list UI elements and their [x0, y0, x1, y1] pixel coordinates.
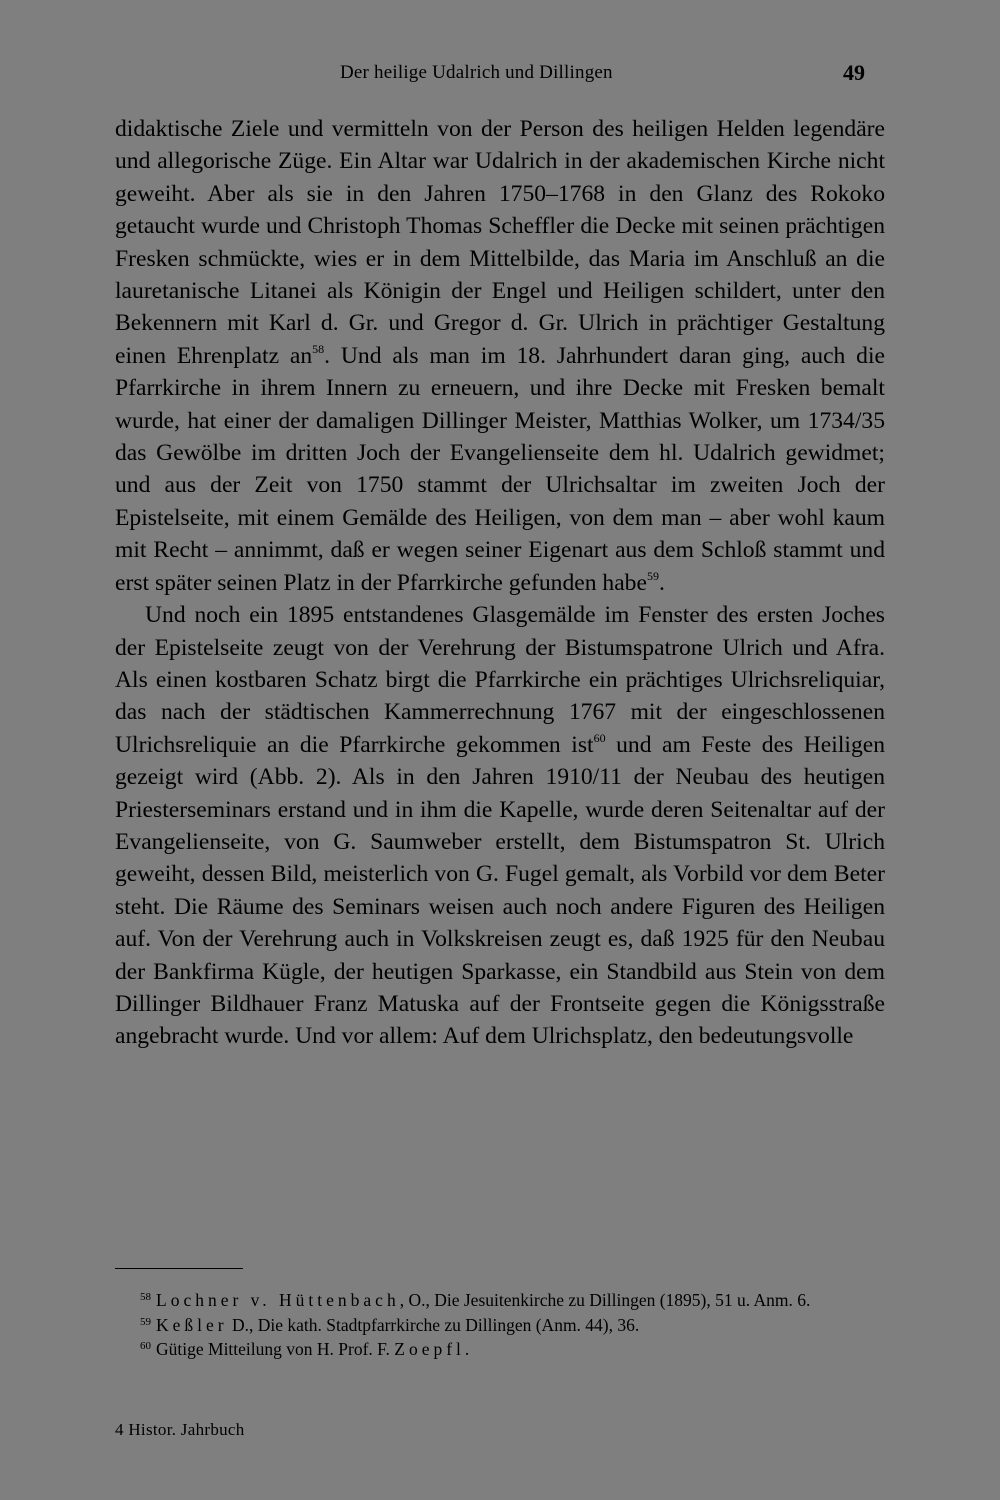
footnote-reference: 60	[593, 730, 606, 745]
footnote-author: Keßler	[156, 1314, 228, 1335]
paragraph-text: und am Feste des Heiligen gezeigt wird (Abb. 2). Als in den Jahren 1910/11 der Neubau des heutigen Priesterseminars erstand und in ihm die Kapelle, wurde deren Seitenaltar auf der Evangelienseite, von G. Saumweber erstellt, dem Bistumspatron St. Ulrich geweiht, dessen Bild, meisterlich von G. Fugel gemalt, als Vorbild vor dem Beter steht. Die Räume des Seminars weisen auch noch andere Figuren des Heiligen auf. Von der Verehrung auch in Volkskreisen zeugt es, daß 1925 für den Neubau der Bankfirma Kügle, der heutigen Sparkasse, ein Standbild aus Stein von dem Dillinger Bildhauer Franz Matuska auf der Frontseite gegen die Königsstraße angebracht wurde. Und vor allem: Auf dem Ulrichsplatz, den bedeutungsvolle	[115, 731, 886, 1050]
footnote-60	[115, 1336, 885, 1361]
page-number: 49	[843, 60, 865, 85]
footnote-text: Gütige Mitteilung von H. Prof. F.	[156, 1339, 395, 1359]
footnote-number: 59	[140, 1315, 151, 1328]
footnote-number: 58	[140, 1291, 151, 1303]
footnote-text: D., Die kath. Stadtpfarrkirche zu Dillingen (Anm. 44), 36.	[227, 1314, 640, 1335]
footnote-author: Zoepfl	[394, 1339, 465, 1359]
footnotes	[115, 1287, 885, 1361]
footnote-reference: 58	[312, 341, 325, 356]
paragraph-text: Und noch ein 1895 entstandenes Glasgemälde im Fenster des ersten Joches der Epistelseite zeugt von der Verehrung der Bistumspatrone Ulrich und Afra. Als einen kostbaren Schatz birgt die Pfarrkirche ein prächtiges Ulrichsreliquiar, das nach der städtischen Kammerrechnung 1767 mit der eingeschlossenen Ulrichsreliquie an die Pfarrkirche gekommen ist	[115, 602, 885, 758]
running-head	[0, 60, 1000, 90]
paragraph-text: didaktische Ziele und vermitteln von der Person des heiligen Helden legendäre und allegorische Züge. Ein Altar war Udalrich in der akademischen Kirche nicht geweiht. Aber als sie in den Jahren 1750–1768 in den Glanz des Rokoko getaucht wurde und Christoph Thomas Scheffler die Decke mit seinen prächtigen Fresken schmückte, wies er in dem Mittelbilde, das Maria im Anschluß an die lauretanische Litanei als Königin der Engel und Heiligen schildert, unter den Bekennern mit Karl d. Gr. und Gregor d. Gr. Ulrich in prächtiger Gestaltung einen Ehrenplatz an	[115, 116, 885, 369]
paragraph-text: . Und als man im 18. Jahrhundert daran ging, auch die Pfarrkirche in ihrem Innern zu erneuern, und ihre Decke mit Fresken bemalt wurde, hat einer der damaligen Dillinger Meister, Matthias Wolker, um 1734/35 das Gewölbe im dritten Joch der Evangelienseite dem hl. Udalrich gewidmet; und aus der Zeit von 1750 stammt der Ulrichsaltar im zweiten Joch der Epistelseite, mit einem Gemälde des Heiligen, von dem man – aber wohl kaum mit Recht – annimmt, daß er wegen seiner Eigenart aus dem Schloß stammt und erst später seinen Platz in der Pfarrkirche gefunden habe	[115, 342, 885, 596]
footnote-59	[115, 1312, 885, 1337]
paragraph	[115, 599, 885, 1053]
footnote-reference: 59	[646, 568, 659, 583]
footnote-number: 60	[140, 1340, 151, 1352]
paragraph	[115, 113, 885, 599]
paragraph-text: .	[658, 569, 665, 596]
body-text	[115, 113, 885, 1053]
footnote-divider	[115, 1268, 243, 1269]
footnote-author: Lochner v. Hüttenbach	[156, 1290, 400, 1310]
printer-signature: 4 Histor. Jahrbuch	[115, 1420, 245, 1439]
running-title: Der heilige Udalrich und Dillingen	[340, 62, 613, 83]
footnote-text: , O., Die Jesuitenkirche zu Dillingen (1895), 51 u. Anm. 6.	[399, 1290, 811, 1310]
footnote-58	[115, 1287, 885, 1312]
footnote-text: .	[464, 1339, 470, 1359]
